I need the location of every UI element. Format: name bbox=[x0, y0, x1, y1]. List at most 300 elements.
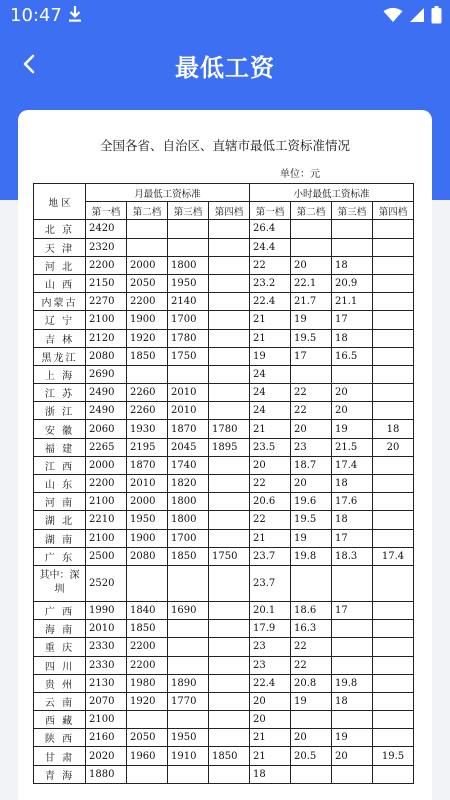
monthly-cell: 2330 bbox=[86, 638, 127, 656]
table-row bbox=[34, 220, 414, 238]
monthly-cell: 2080 bbox=[127, 547, 168, 565]
hourly-cell bbox=[373, 529, 414, 547]
hourly-cell: 17 bbox=[332, 601, 373, 619]
hourly-cell: 19.5 bbox=[373, 747, 414, 765]
table-row bbox=[34, 475, 414, 493]
tier-header: 第四档 bbox=[373, 202, 414, 220]
monthly-cell: 2195 bbox=[127, 438, 168, 456]
region-cell: 贵 州 bbox=[34, 674, 86, 692]
monthly-cell: 2000 bbox=[86, 456, 127, 474]
hourly-cell bbox=[373, 638, 414, 656]
monthly-cell: 1820 bbox=[168, 475, 209, 493]
hourly-cell bbox=[332, 765, 373, 783]
monthly-cell: 2270 bbox=[86, 293, 127, 311]
hourly-cell bbox=[373, 402, 414, 420]
hourly-cell: 18 bbox=[332, 475, 373, 493]
monthly-cell: 2010 bbox=[86, 620, 127, 638]
hourly-cell bbox=[373, 711, 414, 729]
hourly-cell bbox=[373, 384, 414, 402]
hourly-cell bbox=[373, 493, 414, 511]
table-row bbox=[34, 456, 414, 474]
hourly-cell: 23 bbox=[291, 438, 332, 456]
table-row bbox=[34, 493, 414, 511]
hourly-cell bbox=[373, 692, 414, 710]
hourly-cell: 18 bbox=[332, 256, 373, 274]
region-cell: 山 东 bbox=[34, 475, 86, 493]
monthly-cell: 1950 bbox=[168, 729, 209, 747]
hourly-cell: 17.6 bbox=[332, 493, 373, 511]
monthly-cell bbox=[209, 674, 250, 692]
hourly-cell bbox=[373, 765, 414, 783]
monthly-cell bbox=[209, 711, 250, 729]
monthly-cell bbox=[168, 638, 209, 656]
monthly-cell: 2100 bbox=[86, 711, 127, 729]
hourly-cell: 21.1 bbox=[332, 293, 373, 311]
monthly-cell bbox=[127, 711, 168, 729]
monthly-cell bbox=[168, 765, 209, 783]
download-icon bbox=[66, 4, 84, 24]
table-row bbox=[34, 565, 414, 601]
hourly-cell: 20.1 bbox=[250, 601, 291, 619]
monthly-cell: 2020 bbox=[86, 747, 127, 765]
table-body bbox=[34, 220, 414, 783]
region-cell: 甘 肃 bbox=[34, 747, 86, 765]
document-title: 全国各省、自治区、直辖市最低工资标准情况 bbox=[99, 138, 350, 153]
monthly-cell: 1910 bbox=[168, 747, 209, 765]
monthly-cell: 1850 bbox=[127, 347, 168, 365]
monthly-cell bbox=[209, 511, 250, 529]
hourly-cell: 17 bbox=[291, 347, 332, 365]
region-cell: 福 建 bbox=[34, 438, 86, 456]
hourly-cell: 17 bbox=[332, 529, 373, 547]
hourly-cell bbox=[373, 729, 414, 747]
tier-header: 第三档 bbox=[332, 202, 373, 220]
monthly-cell: 2010 bbox=[168, 402, 209, 420]
monthly-cell bbox=[209, 456, 250, 474]
hourly-cell: 26.4 bbox=[250, 220, 291, 238]
region-cell: 河 北 bbox=[34, 256, 86, 274]
signal-icon bbox=[409, 7, 425, 23]
table-row bbox=[34, 547, 414, 565]
region-cell: 重 庆 bbox=[34, 638, 86, 656]
monthly-cell bbox=[209, 493, 250, 511]
hourly-cell: 18 bbox=[373, 420, 414, 438]
monthly-cell bbox=[168, 656, 209, 674]
hourly-cell bbox=[373, 220, 414, 238]
monthly-cell bbox=[209, 692, 250, 710]
monthly-cell bbox=[209, 365, 250, 383]
monthly-cell: 2265 bbox=[86, 438, 127, 456]
monthly-cell: 1840 bbox=[127, 601, 168, 619]
region-cell: 云 南 bbox=[34, 692, 86, 710]
hourly-cell bbox=[373, 674, 414, 692]
monthly-cell: 2010 bbox=[127, 475, 168, 493]
tier-header: 第一档 bbox=[250, 202, 291, 220]
monthly-cell bbox=[168, 565, 209, 601]
hourly-cell: 22 bbox=[291, 656, 332, 674]
hourly-cell: 20.5 bbox=[291, 747, 332, 765]
hourly-header: 小时最低工资标准 bbox=[250, 184, 414, 202]
hourly-cell: 20 bbox=[250, 711, 291, 729]
region-cell: 江 苏 bbox=[34, 384, 86, 402]
region-cell: 吉 林 bbox=[34, 329, 86, 347]
monthly-cell: 2100 bbox=[86, 529, 127, 547]
hourly-cell: 21 bbox=[250, 329, 291, 347]
region-cell: 天 津 bbox=[34, 238, 86, 256]
hourly-cell bbox=[332, 620, 373, 638]
region-cell: 安 徽 bbox=[34, 420, 86, 438]
region-cell: 陕 西 bbox=[34, 729, 86, 747]
monthly-cell bbox=[209, 656, 250, 674]
hourly-cell: 20 bbox=[332, 384, 373, 402]
monthly-cell bbox=[209, 729, 250, 747]
table-row bbox=[34, 711, 414, 729]
hourly-cell bbox=[332, 565, 373, 601]
table-row bbox=[34, 729, 414, 747]
hourly-cell: 19.5 bbox=[291, 511, 332, 529]
hourly-cell: 20.9 bbox=[332, 274, 373, 292]
monthly-cell: 1900 bbox=[127, 529, 168, 547]
hourly-cell: 17 bbox=[332, 311, 373, 329]
table-row bbox=[34, 347, 414, 365]
monthly-cell bbox=[127, 765, 168, 783]
monthly-cell: 1800 bbox=[168, 511, 209, 529]
hourly-cell: 23 bbox=[250, 656, 291, 674]
hourly-cell: 20.6 bbox=[250, 493, 291, 511]
hourly-cell: 18.6 bbox=[291, 601, 332, 619]
monthly-cell: 2100 bbox=[86, 311, 127, 329]
hourly-cell: 19 bbox=[332, 729, 373, 747]
monthly-cell bbox=[209, 256, 250, 274]
hourly-cell bbox=[332, 365, 373, 383]
monthly-cell: 2200 bbox=[127, 656, 168, 674]
monthly-cell: 1870 bbox=[168, 420, 209, 438]
hourly-cell: 20 bbox=[291, 256, 332, 274]
page-title: 最低工资 bbox=[175, 54, 275, 82]
table-row bbox=[34, 420, 414, 438]
monthly-cell: 1850 bbox=[127, 620, 168, 638]
monthly-cell bbox=[168, 238, 209, 256]
table-row bbox=[34, 638, 414, 656]
tier-header: 第二档 bbox=[291, 202, 332, 220]
table-row bbox=[34, 274, 414, 292]
hourly-cell: 22.4 bbox=[250, 293, 291, 311]
monthly-cell: 1895 bbox=[209, 438, 250, 456]
monthly-cell: 1900 bbox=[127, 311, 168, 329]
region-cell: 湖 北 bbox=[34, 511, 86, 529]
monthly-header: 月最低工资标准 bbox=[86, 184, 250, 202]
monthly-cell: 2050 bbox=[127, 729, 168, 747]
hourly-cell: 19 bbox=[250, 347, 291, 365]
table-row bbox=[34, 438, 414, 456]
monthly-cell bbox=[209, 347, 250, 365]
monthly-cell: 2140 bbox=[168, 293, 209, 311]
hourly-cell: 22 bbox=[250, 511, 291, 529]
monthly-cell bbox=[209, 565, 250, 601]
hourly-cell bbox=[373, 601, 414, 619]
tier-header: 第三档 bbox=[168, 202, 209, 220]
table-row bbox=[34, 293, 414, 311]
hourly-cell bbox=[291, 765, 332, 783]
hourly-cell bbox=[332, 638, 373, 656]
hourly-cell: 18 bbox=[332, 329, 373, 347]
monthly-cell: 2210 bbox=[86, 511, 127, 529]
monthly-cell bbox=[168, 711, 209, 729]
status-bar bbox=[0, 0, 450, 32]
monthly-cell: 1850 bbox=[209, 747, 250, 765]
monthly-cell bbox=[168, 220, 209, 238]
monthly-cell: 2200 bbox=[86, 256, 127, 274]
monthly-cell bbox=[127, 565, 168, 601]
monthly-cell: 2520 bbox=[86, 565, 127, 601]
hourly-cell: 18 bbox=[332, 511, 373, 529]
hourly-cell: 18 bbox=[332, 692, 373, 710]
hourly-cell: 19.5 bbox=[291, 329, 332, 347]
region-cell: 浙 江 bbox=[34, 402, 86, 420]
nav-bar bbox=[0, 32, 450, 96]
hourly-cell: 19.8 bbox=[332, 674, 373, 692]
hourly-cell bbox=[291, 238, 332, 256]
monthly-cell: 2500 bbox=[86, 547, 127, 565]
hourly-cell: 22 bbox=[250, 475, 291, 493]
monthly-cell: 1870 bbox=[127, 456, 168, 474]
hourly-cell bbox=[373, 620, 414, 638]
hourly-cell: 20 bbox=[291, 420, 332, 438]
region-cell: 辽 宁 bbox=[34, 311, 86, 329]
hourly-cell bbox=[373, 656, 414, 674]
hourly-cell bbox=[373, 456, 414, 474]
hourly-cell: 21 bbox=[250, 747, 291, 765]
hourly-cell: 19 bbox=[291, 692, 332, 710]
monthly-cell: 2100 bbox=[86, 493, 127, 511]
monthly-cell: 1990 bbox=[86, 601, 127, 619]
monthly-cell: 2010 bbox=[168, 384, 209, 402]
tier-header: 第一档 bbox=[86, 202, 127, 220]
hourly-cell: 19 bbox=[291, 311, 332, 329]
hourly-cell: 18.3 bbox=[332, 547, 373, 565]
monthly-cell bbox=[168, 365, 209, 383]
hourly-cell: 23.2 bbox=[250, 274, 291, 292]
hourly-cell: 18.7 bbox=[291, 456, 332, 474]
table-row bbox=[34, 256, 414, 274]
hourly-cell: 19.6 bbox=[291, 493, 332, 511]
monthly-cell bbox=[209, 402, 250, 420]
hourly-cell bbox=[373, 347, 414, 365]
hourly-cell: 21.7 bbox=[291, 293, 332, 311]
hourly-cell bbox=[373, 475, 414, 493]
table-row bbox=[34, 601, 414, 619]
hourly-cell: 23.7 bbox=[250, 565, 291, 601]
region-cell: 青 海 bbox=[34, 765, 86, 783]
monthly-cell bbox=[209, 638, 250, 656]
monthly-cell bbox=[209, 311, 250, 329]
monthly-cell: 2690 bbox=[86, 365, 127, 383]
monthly-cell: 1800 bbox=[168, 256, 209, 274]
hourly-cell: 18 bbox=[250, 765, 291, 783]
table-row bbox=[34, 238, 414, 256]
hourly-cell bbox=[373, 511, 414, 529]
table-row bbox=[34, 692, 414, 710]
hourly-cell bbox=[332, 656, 373, 674]
hourly-cell: 24 bbox=[250, 384, 291, 402]
hourly-cell: 20 bbox=[250, 456, 291, 474]
table-row bbox=[34, 365, 414, 383]
monthly-cell: 2050 bbox=[127, 274, 168, 292]
hourly-cell: 23 bbox=[250, 638, 291, 656]
region-cell: 河 南 bbox=[34, 493, 86, 511]
monthly-cell: 1850 bbox=[168, 547, 209, 565]
monthly-cell: 2130 bbox=[86, 674, 127, 692]
monthly-cell bbox=[209, 765, 250, 783]
monthly-cell: 2260 bbox=[127, 384, 168, 402]
hourly-cell: 20 bbox=[291, 475, 332, 493]
monthly-cell: 1780 bbox=[209, 420, 250, 438]
monthly-cell: 1920 bbox=[127, 329, 168, 347]
monthly-cell bbox=[209, 620, 250, 638]
region-cell: 广 西 bbox=[34, 601, 86, 619]
monthly-cell bbox=[209, 475, 250, 493]
hourly-cell: 24.4 bbox=[250, 238, 291, 256]
hourly-cell: 24 bbox=[250, 365, 291, 383]
region-cell: 山 西 bbox=[34, 274, 86, 292]
table-row bbox=[34, 402, 414, 420]
monthly-cell bbox=[127, 365, 168, 383]
table-row bbox=[34, 747, 414, 765]
hourly-cell: 19.8 bbox=[291, 547, 332, 565]
monthly-cell: 2490 bbox=[86, 402, 127, 420]
monthly-cell: 1750 bbox=[209, 547, 250, 565]
hourly-cell: 22 bbox=[291, 638, 332, 656]
monthly-cell: 2080 bbox=[86, 347, 127, 365]
table-row bbox=[34, 329, 414, 347]
region-cell: 四 川 bbox=[34, 656, 86, 674]
hourly-cell: 22 bbox=[250, 256, 291, 274]
monthly-cell bbox=[209, 274, 250, 292]
hourly-cell: 20 bbox=[291, 729, 332, 747]
monthly-cell: 2200 bbox=[127, 638, 168, 656]
monthly-cell bbox=[209, 529, 250, 547]
hourly-cell: 16.3 bbox=[291, 620, 332, 638]
hourly-cell: 17.9 bbox=[250, 620, 291, 638]
region-cell: 湖 南 bbox=[34, 529, 86, 547]
table-row bbox=[34, 620, 414, 638]
document-card bbox=[18, 110, 432, 800]
monthly-cell: 1770 bbox=[168, 692, 209, 710]
hourly-cell: 20 bbox=[373, 438, 414, 456]
monthly-cell: 2000 bbox=[127, 493, 168, 511]
hourly-cell: 19 bbox=[291, 529, 332, 547]
hourly-cell bbox=[291, 565, 332, 601]
monthly-cell bbox=[209, 329, 250, 347]
monthly-cell bbox=[127, 220, 168, 238]
hourly-cell bbox=[291, 365, 332, 383]
hourly-cell: 20 bbox=[332, 747, 373, 765]
monthly-cell: 1880 bbox=[86, 765, 127, 783]
hourly-cell: 23.7 bbox=[250, 547, 291, 565]
battery-icon bbox=[431, 6, 442, 24]
hourly-cell bbox=[291, 220, 332, 238]
monthly-cell: 2420 bbox=[86, 220, 127, 238]
hourly-cell: 21.5 bbox=[332, 438, 373, 456]
region-cell: 广 东 bbox=[34, 547, 86, 565]
table-row bbox=[34, 765, 414, 783]
hourly-cell: 22 bbox=[291, 402, 332, 420]
hourly-cell bbox=[373, 365, 414, 383]
hourly-cell bbox=[332, 238, 373, 256]
monthly-cell: 2045 bbox=[168, 438, 209, 456]
monthly-cell: 2150 bbox=[86, 274, 127, 292]
monthly-cell: 1950 bbox=[127, 511, 168, 529]
region-cell: 其中：深圳 bbox=[34, 565, 86, 601]
monthly-cell: 1700 bbox=[168, 311, 209, 329]
table-row bbox=[34, 529, 414, 547]
hourly-cell: 20.8 bbox=[291, 674, 332, 692]
monthly-cell: 2330 bbox=[86, 656, 127, 674]
region-header: 地 区 bbox=[34, 184, 86, 220]
monthly-cell: 2200 bbox=[127, 293, 168, 311]
region-cell: 海 南 bbox=[34, 620, 86, 638]
hourly-cell bbox=[291, 711, 332, 729]
hourly-cell bbox=[332, 220, 373, 238]
hourly-cell bbox=[373, 311, 414, 329]
table-row bbox=[34, 656, 414, 674]
hourly-cell bbox=[373, 565, 414, 601]
monthly-cell bbox=[209, 220, 250, 238]
monthly-cell bbox=[168, 620, 209, 638]
monthly-cell bbox=[209, 238, 250, 256]
min-wage-table bbox=[33, 183, 414, 784]
monthly-cell: 1690 bbox=[168, 601, 209, 619]
monthly-cell: 1780 bbox=[168, 329, 209, 347]
hourly-cell: 19 bbox=[332, 420, 373, 438]
wifi-icon bbox=[383, 7, 403, 23]
monthly-cell bbox=[127, 238, 168, 256]
hourly-cell: 16.5 bbox=[332, 347, 373, 365]
region-cell: 北 京 bbox=[34, 220, 86, 238]
unit-label: 单位：元 bbox=[280, 169, 320, 180]
monthly-cell: 1700 bbox=[168, 529, 209, 547]
hourly-cell: 21 bbox=[250, 311, 291, 329]
hourly-cell: 20 bbox=[332, 402, 373, 420]
monthly-cell: 2060 bbox=[86, 420, 127, 438]
status-time: 10:47 bbox=[10, 5, 62, 26]
hourly-cell bbox=[373, 293, 414, 311]
hourly-cell bbox=[332, 711, 373, 729]
tier-header: 第四档 bbox=[209, 202, 250, 220]
monthly-cell: 1800 bbox=[168, 493, 209, 511]
region-cell: 江 西 bbox=[34, 456, 86, 474]
monthly-cell: 1950 bbox=[168, 274, 209, 292]
monthly-cell: 1890 bbox=[168, 674, 209, 692]
monthly-cell: 1750 bbox=[168, 347, 209, 365]
monthly-cell: 1980 bbox=[127, 674, 168, 692]
region-cell: 上 海 bbox=[34, 365, 86, 383]
table-row bbox=[34, 674, 414, 692]
monthly-cell: 1930 bbox=[127, 420, 168, 438]
monthly-cell: 2160 bbox=[86, 729, 127, 747]
monthly-cell: 2120 bbox=[86, 329, 127, 347]
hourly-cell bbox=[373, 238, 414, 256]
table-row bbox=[34, 511, 414, 529]
monthly-cell: 2070 bbox=[86, 692, 127, 710]
region-cell: 西 藏 bbox=[34, 711, 86, 729]
hourly-cell bbox=[373, 256, 414, 274]
hourly-cell: 21 bbox=[250, 420, 291, 438]
monthly-cell: 2320 bbox=[86, 238, 127, 256]
monthly-cell bbox=[209, 601, 250, 619]
hourly-cell: 24 bbox=[250, 402, 291, 420]
hourly-cell: 17.4 bbox=[373, 547, 414, 565]
